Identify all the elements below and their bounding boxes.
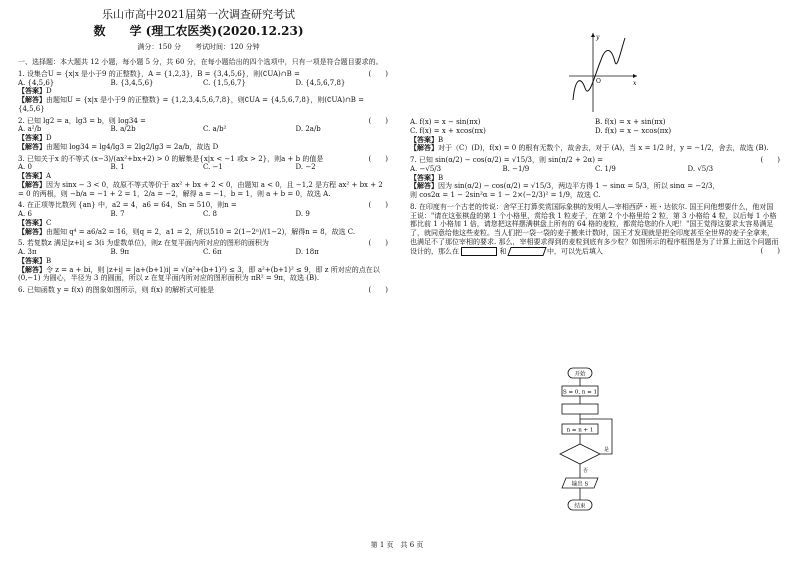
question-6-stem-row: [18, 286, 388, 295]
q3-answer: A: [46, 172, 52, 180]
option-d: D. 18π: [295, 248, 319, 256]
option-c: C. a/b²: [203, 125, 227, 134]
q2-answer: D: [46, 134, 52, 142]
no-label: 否: [583, 468, 589, 474]
question-2: [18, 117, 388, 152]
option-b: B. f(x) = x + sin(πx): [595, 118, 666, 126]
q7-stem: 7. 已知 sin(α/2) − cos(α/2) = √15/3，则 sin(π/2 + 2α) =: [410, 156, 604, 164]
option-c: C. 6π: [203, 248, 222, 256]
q8-stem-mid: 和: [499, 247, 507, 255]
section-heading: 一、选择题：本大题共 12 小题，每小题 5 分，共 60 分，在每小题给出的四个选项中，只有一项是符合题目要求的。: [18, 58, 383, 66]
option-a: A. a²/b: [18, 125, 42, 134]
q1-options: [18, 79, 388, 88]
question-1: [18, 70, 388, 114]
answer-label: 【答案】: [18, 256, 46, 265]
question-3: [18, 155, 388, 199]
school-title: 乐山市高中2021届第一次调查研究考试: [102, 8, 295, 21]
start-label: 开始: [574, 371, 586, 378]
q2-stem: 2. 已知 lg2 = a，lg3 = b，则 log34 =: [18, 116, 146, 125]
option-a: A. −√5/3: [410, 164, 442, 173]
step-label: n = n + 1: [566, 427, 594, 434]
q3-options: [18, 163, 388, 172]
origin-label: O: [596, 78, 601, 85]
init-label: S = 0, n = 1: [562, 389, 598, 396]
subject-title: 数 学 (理工农医类)(2020.12.23): [93, 24, 304, 38]
answer-paren: ( ): [368, 286, 388, 294]
q1-stem: 1. 设集合U = {x|x 是小于9 的正整数}，A = {1,2,3}，B = {3,4,5,6}，则(∁UA)∩B =: [18, 69, 300, 78]
option-c: C. −1: [203, 163, 223, 172]
q7-options: [410, 165, 780, 174]
answer-paren: ( ): [368, 239, 388, 248]
option-b: B. a/2b: [110, 125, 136, 134]
q4-stem: 4. 在正项等比数列 {an} 中，a2 = 4，a6 = 64，Sn = 510，则n =: [18, 201, 237, 210]
option-a: A. 6: [18, 210, 32, 218]
q7-analysis: 因为 sin(α/2) − cos(α/2) = √15/3，两边平方得 1 − sinα = 5/3，所以 sinα = −2/3，: [438, 182, 720, 191]
answer-label: 【答案】: [18, 218, 46, 227]
option-d: D. 9: [295, 210, 310, 218]
option-a: A. 0: [18, 163, 32, 172]
answer-label: 【答案】: [18, 172, 46, 180]
q6-stem: 6. 已知函数 y = f(x) 的图象如图所示，则 f(x) 的解析式可能是: [18, 286, 215, 294]
q6-options-row2: [410, 127, 780, 136]
q6-answer: B: [438, 135, 444, 144]
answer-paren: ( ): [368, 154, 388, 163]
option-b: B. {3,4,5,6}: [110, 78, 154, 87]
function-curve: [573, 38, 625, 100]
analysis-label: 【解答】: [410, 181, 438, 191]
option-c: C. 1/9: [595, 164, 616, 173]
q5-answer: B: [46, 256, 52, 265]
option-d: D. {4,5,6,7,8}: [295, 78, 346, 87]
y-axis-arrow: [591, 33, 595, 37]
answer-paren: ( ): [368, 69, 388, 78]
output-label: 输出 S: [571, 481, 589, 488]
option-b: B. −1/9: [502, 164, 530, 173]
q7-answer: B: [438, 173, 444, 182]
question-4: [18, 201, 388, 236]
option-c: C. f(x) = x + xcos(πx): [410, 126, 486, 135]
answer-paren: ( ): [368, 201, 388, 210]
q6-options-row1: [410, 118, 780, 127]
blank-parallelogram-2: [507, 247, 546, 256]
option-a: A. f(x) = x − sin(πx): [410, 118, 481, 126]
q5-options: [18, 248, 388, 257]
answer-paren: ( ): [760, 246, 780, 255]
x-axis-arrow: [633, 74, 637, 78]
question-8: [410, 203, 780, 256]
option-d: D. −2: [295, 163, 316, 172]
yes-label: 是: [604, 447, 610, 453]
page-footer: 第 1 页 共 6 页: [370, 541, 424, 549]
program-flowchart: [548, 366, 638, 516]
q3-analysis: 因为 sinx − 3 < 0，故原不等式等价于 ax² + bx + 2 < 0，由题知 a < 0，且 −1,2 是方程 ax² + bx + 2 = 0 的两根，则 −b/a = −1 + 2 = 1，2/a = −2，解得 a = −1，b = 1，则 a + b = 0，故选 A.: [18, 180, 383, 198]
q8-stem-end: 中，可以先后填入: [546, 247, 603, 255]
analysis-label: 【解答】: [18, 264, 46, 274]
question-5: [18, 239, 388, 283]
left-column: [18, 58, 388, 295]
option-a: A. {4,5,6}: [18, 78, 55, 87]
q2-options: [18, 125, 388, 134]
analysis-label: 【解答】: [18, 179, 46, 189]
answer-label: 【答案】: [410, 135, 438, 144]
answer-label: 【答案】: [18, 134, 46, 142]
right-column: [410, 118, 780, 256]
option-d: D. 2a/b: [295, 125, 321, 134]
q1-analysis: 由题知U = {x|x 是小于9 的正整数} = {1,2,3,4,5,6,7,8}，则∁UA = {4,5,6,7,8}，则(∁UA)∩B = {4,5,6}: [18, 96, 365, 113]
decision-node: [560, 444, 600, 464]
q3-stem: 3. 已知关于x 的不等式 (x−3)/(ax²+bx+2) > 0 的解集是{x|x < −1 或x > 2}，则a + b 的值是: [18, 154, 324, 163]
option-d: D. √5/3: [687, 164, 714, 173]
option-b: B. 9π: [110, 248, 130, 256]
answer-label: 【答案】: [18, 87, 46, 96]
analysis-label: 【解答】: [18, 226, 46, 236]
analysis-label: 【解答】: [410, 143, 438, 153]
blank-box-1: [461, 247, 497, 256]
option-d: D. f(x) = x − xcos(πx): [595, 126, 672, 135]
answer-label: 【答案】: [410, 173, 438, 182]
x-label: x: [633, 80, 637, 87]
option-c: C. 8: [203, 210, 218, 218]
answer-paren: ( ): [760, 156, 780, 164]
y-label: y: [596, 34, 600, 41]
q1-answer: D: [46, 87, 52, 96]
question-7: [410, 156, 780, 200]
q4-options: [18, 210, 388, 219]
q8-stem: 8. 在印度有一个古老的传说：舍罕王打算奖赏国际象棋的发明人—宰相西萨・班・达依尔. 国王问他想要什么，他对国王说："请在这张棋盘的第 1 个小格里，赏给我 1 粒麦子，在第 2 个小格里给 2 粒，第 3 小格给 4 粒，以后每 1 小格都比前 1 小格加 1 倍，请您把这样摆满棋盘上所有的 64 格的麦粒，都赏给您的仆人吧！"国王觉得这要求太容易满足了，就同意给他这些麦粒。当人们把一袋一袋的麦子搬来计数时，国王才发现就是把全印度甚至全世界的麦子全拿来，也满足不了那位宰相的要求. 那么，宰相要求得到的麦粒到底有多少粒？如图所示的程序框图是为了计算上面这个问题而设计的，那么在: [410, 202, 779, 255]
answer-paren: ( ): [368, 116, 388, 125]
analysis-label: 【解答】: [18, 142, 46, 151]
analysis-label: 【解答】: [18, 95, 46, 104]
q4-answer: C: [46, 218, 52, 227]
option-b: B. 1: [110, 163, 125, 172]
q2-analysis: 由题知 log34 = lg4/lg3 = 2lg2/lg3 = 2a/b，故选 D: [46, 142, 219, 151]
q5-analysis: 令 z = a + bi，则 |z+i| = |a+(b+1)i| = √(a²+(b+1)²) ≤ 3，即 a²+(b+1)² ≤ 9，即 z 所对应的点在以 (0,−1) 为圆心，半径为 3 的圆面，所以 z 在复平面内所对应的图形面积为 πR² = 9π，故选 (B).: [18, 265, 380, 283]
end-label: 结束: [574, 503, 586, 510]
option-b: B. 7: [110, 210, 125, 218]
q7-analysis-2: 则 cos2α = 1 − 2sin²α = 1 − 2×(−2/3)² = 1/9，故选 C.: [410, 191, 601, 199]
exam-info: 满分：150 分 考试时间：120 分钟: [137, 43, 260, 51]
option-c: C. {1,5,6,7}: [203, 78, 246, 87]
function-graph: [565, 30, 640, 115]
q6-analysis: 对于（C）(D)，f(x) = 0 的根有无数个，故舍去，对于 (A)，当 x = 1/2 时，y = −1/2，舍去，故选 (B).: [438, 144, 769, 153]
blank-process-node: [562, 404, 598, 414]
q4-analysis: 由题知 q⁴ = a6/a2 = 16，则q = 2，a1 = 2，所以510 = 2(1−2ⁿ)/(1−2)，解得n = 8，故选 C.: [46, 227, 356, 236]
q5-stem: 5. 若复数z 满足|z+i| ≤ 3(i 为虚数单位)，则z 在复平面内所对应的图形的面积为: [18, 239, 269, 248]
option-a: A. 3π: [18, 248, 37, 256]
